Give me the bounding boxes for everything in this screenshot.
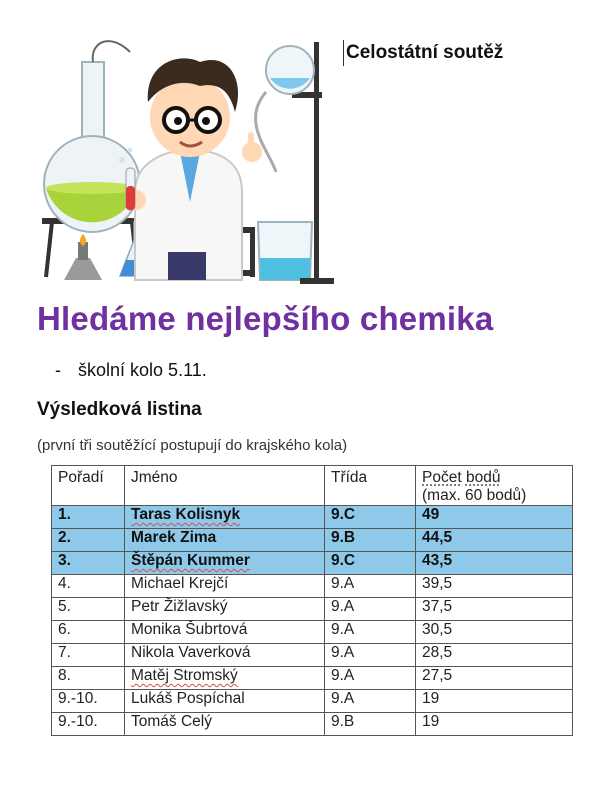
cell-name: Tomáš Celý xyxy=(125,713,325,736)
header-points-word1: Počet xyxy=(422,469,462,486)
cell-rank: 7. xyxy=(52,644,125,667)
cell-name-text: Štěpán Kummer xyxy=(131,552,250,569)
cell-name xyxy=(125,506,325,529)
table-row xyxy=(52,621,573,644)
cell-class: 9.C xyxy=(325,552,416,575)
competition-title: Celostátní soutěž xyxy=(346,42,504,63)
cell-rank: 3. xyxy=(52,552,125,575)
cell-rank: 8. xyxy=(52,667,125,690)
cell-name-text: Taras Kolisnyk xyxy=(131,506,241,523)
cell-points: 39,5 xyxy=(416,575,573,598)
table-row xyxy=(52,575,573,598)
advancement-note: (první tři soutěžící postupují do krajského kola) xyxy=(37,437,348,454)
cell-rank: 9.-10. xyxy=(52,713,125,736)
cell-name: Petr Žižlavský xyxy=(125,598,325,621)
header-points xyxy=(416,466,573,506)
cell-points: 28,5 xyxy=(416,644,573,667)
cell-class: 9.B xyxy=(325,713,416,736)
cell-name: Marek Zima xyxy=(125,529,325,552)
table-row xyxy=(52,529,573,552)
cell-points: 49 xyxy=(416,506,573,529)
scientist-lab-illustration-icon xyxy=(30,22,336,290)
cell-class: 9.A xyxy=(325,690,416,713)
table-row xyxy=(52,598,573,621)
page-title: Hledáme nejlepšího chemika xyxy=(37,300,494,337)
results-heading: Výsledková listina xyxy=(37,399,202,420)
cell-name-text: Matěj Stromský xyxy=(131,667,238,684)
cell-name: Lukáš Pospíchal xyxy=(125,690,325,713)
text-cursor xyxy=(343,40,344,66)
cell-class: 9.A xyxy=(325,644,416,667)
results-table xyxy=(51,465,573,736)
table-header-row xyxy=(52,466,573,506)
cell-rank: 9.-10. xyxy=(52,690,125,713)
cell-class: 9.A xyxy=(325,621,416,644)
cell-name xyxy=(125,667,325,690)
cell-points: 44,5 xyxy=(416,529,573,552)
cell-points: 43,5 xyxy=(416,552,573,575)
cell-class: 9.A xyxy=(325,575,416,598)
table-row xyxy=(52,644,573,667)
cell-points: 19 xyxy=(416,713,573,736)
header-points-word2: bodů xyxy=(465,469,501,486)
bullet-item xyxy=(55,360,207,381)
cell-class: 9.A xyxy=(325,598,416,621)
header-class: Třída xyxy=(325,466,416,506)
cell-rank: 2. xyxy=(52,529,125,552)
bullet-text: školní kolo 5.11. xyxy=(78,360,207,380)
table-row xyxy=(52,667,573,690)
cell-name: Nikola Vaverková xyxy=(125,644,325,667)
cell-rank: 6. xyxy=(52,621,125,644)
table-row xyxy=(52,552,573,575)
cell-class: 9.C xyxy=(325,506,416,529)
cell-rank: 5. xyxy=(52,598,125,621)
cell-points: 37,5 xyxy=(416,598,573,621)
header-name: Jméno xyxy=(125,466,325,506)
table-row xyxy=(52,690,573,713)
cell-points: 27,5 xyxy=(416,667,573,690)
header-rank: Pořadí xyxy=(52,466,125,506)
cell-class: 9.A xyxy=(325,667,416,690)
bullet-dash: - xyxy=(55,360,61,380)
header-points-max: (max. 60 bodů) xyxy=(422,487,527,504)
cell-name: Monika Šubrtová xyxy=(125,621,325,644)
cell-name: Michael Krejčí xyxy=(125,575,325,598)
table-row xyxy=(52,506,573,529)
cell-points: 19 xyxy=(416,690,573,713)
cell-rank: 4. xyxy=(52,575,125,598)
cell-class: 9.B xyxy=(325,529,416,552)
cell-name xyxy=(125,552,325,575)
table-row xyxy=(52,713,573,736)
cell-rank: 1. xyxy=(52,506,125,529)
cell-points: 30,5 xyxy=(416,621,573,644)
